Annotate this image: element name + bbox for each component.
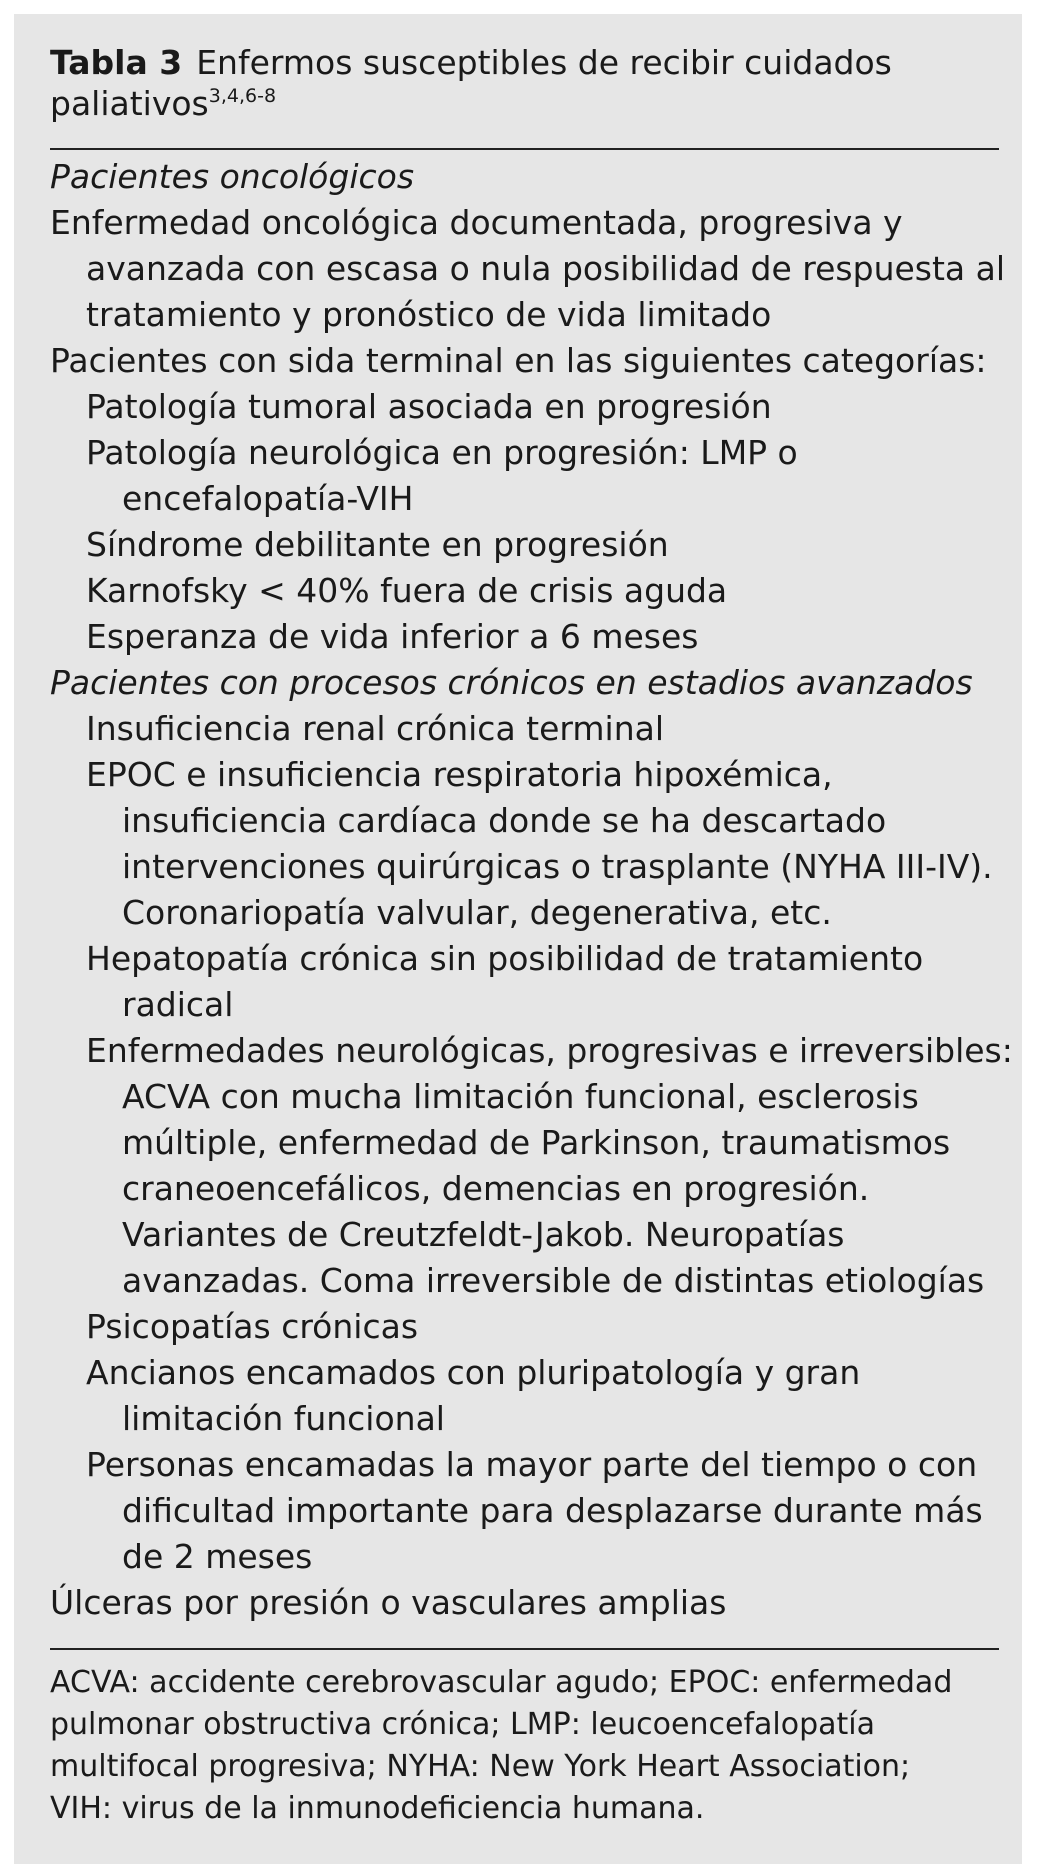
- table-row: Karnofsky < 40% fuera de crisis aguda: [86, 571, 728, 610]
- table-row: encefalopatía-VIH: [122, 479, 414, 518]
- table-row: Enfermedad oncológica documentada, progresiva y: [50, 203, 903, 242]
- table-row: Síndrome debilitante en progresión: [86, 525, 669, 564]
- table-title-line-2: paliativos: [50, 84, 209, 123]
- table-row: Patología tumoral asociada en progresión: [86, 387, 772, 426]
- table-row: Personas encamadas la mayor parte del tiempo o con: [86, 1445, 978, 1484]
- caption-line-2: [50, 83, 990, 124]
- table-row: limitación funcional: [122, 1399, 445, 1438]
- footnote-line: VIH: virus de la inmunodeficiencia humana.: [50, 1791, 705, 1826]
- table-title-line-1: Enfermos susceptibles de recibir cuidados: [196, 43, 892, 82]
- footnote-line: ACVA: accidente cerebrovascular agudo; EPOC: enfermedad: [50, 1665, 953, 1700]
- table-row: Pacientes con sida terminal en las siguientes categorías:: [50, 341, 987, 380]
- table-label: Tabla 3: [50, 43, 183, 82]
- table-row: avanzada con escasa o nula posibilidad de respuesta al: [86, 249, 1006, 288]
- table-row: Psicopatías crónicas: [86, 1307, 419, 1346]
- table-row: insuficiencia cardíaca donde se ha descartado: [122, 801, 887, 840]
- table-body: [50, 154, 1013, 1626]
- table-row: radical: [122, 985, 234, 1024]
- section-heading: Pacientes con procesos crónicos en estadios avanzados: [50, 663, 973, 702]
- table-row: ACVA con mucha limitación funcional, esclerosis: [122, 1077, 919, 1116]
- table-row: Hepatopatía crónica sin posibilidad de tratamiento: [86, 939, 924, 978]
- table-row: dificultad importante para desplazarse durante más: [122, 1491, 983, 1530]
- table-row: Esperanza de vida inferior a 6 meses: [86, 617, 699, 656]
- table-row: tratamiento y pronóstico de vida limitado: [86, 295, 772, 334]
- section-heading: Pacientes oncológicos: [50, 157, 415, 196]
- table-row: craneoencefálicos, demencias en progresión.: [122, 1169, 870, 1208]
- table-row: EPOC e insuficiencia respiratoria hipoxémica,: [86, 755, 833, 794]
- table-row: Patología neurológica en progresión: LMP o: [86, 433, 798, 472]
- table-row: intervenciones quirúrgicas o trasplante (NYHA III-IV).: [122, 847, 993, 886]
- table-panel: [14, 14, 1022, 1864]
- table-row: Úlceras por presión o vasculares amplias: [50, 1583, 727, 1622]
- caption-line-1: [50, 42, 990, 83]
- footnote-line: multifocal progresiva; NYHA: New York Heart Association;: [50, 1749, 911, 1784]
- table-row: Insuficiencia renal crónica terminal: [86, 709, 664, 748]
- footnote-line: pulmonar obstructiva crónica; LMP: leucoencefalopatía: [50, 1707, 875, 1742]
- table-row: de 2 meses: [122, 1537, 313, 1576]
- table-row: Enfermedades neurológicas, progresivas e irreversibles:: [86, 1031, 1013, 1070]
- table-footnote: [50, 1662, 1010, 1830]
- table-row: Variantes de Creutzfeldt-Jakob. Neuropatías: [122, 1215, 845, 1254]
- table-row: avanzadas. Coma irreversible de distintas etiologías: [122, 1261, 985, 1300]
- table-row: Coronariopatía valvular, degenerativa, etc.: [122, 893, 832, 932]
- table-caption: [50, 42, 990, 124]
- top-rule: [50, 148, 999, 150]
- table-row: Ancianos encamados con pluripatología y gran: [86, 1353, 861, 1392]
- table-row: múltiple, enfermedad de Parkinson, traumatismos: [122, 1123, 951, 1162]
- reference-superscript: 3,4,6-8: [208, 85, 277, 107]
- bottom-rule: [50, 1648, 999, 1650]
